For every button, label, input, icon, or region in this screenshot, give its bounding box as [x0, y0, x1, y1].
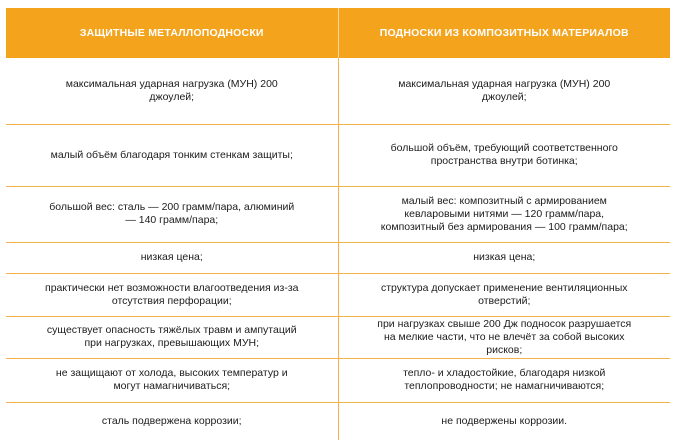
- cell-composite: максимальная ударная нагрузка (МУН) 200 джоулей;: [338, 58, 670, 124]
- cell-composite: тепло- и хладостойкие, благодаря низкой теплопроводности; не намагничиваются;: [338, 358, 670, 402]
- comparison-table-wrapper: [6, 8, 670, 440]
- cell-metal: сталь подвержена коррозии;: [6, 402, 338, 440]
- table-row: [6, 402, 670, 440]
- table-row: [6, 316, 670, 358]
- cell-composite: низкая цена;: [338, 242, 670, 273]
- table-row: [6, 358, 670, 402]
- comparison-table: [6, 8, 670, 440]
- cell-composite: структура допускает применение вентиляционных отверстий;: [338, 273, 670, 316]
- cell-metal: большой вес: сталь — 200 грамм/пара, алюминий — 140 грамм/пара;: [6, 186, 338, 242]
- cell-metal: практически нет возможности влагоотведения из-за отсутствия перфорации;: [6, 273, 338, 316]
- table-header-row: [6, 8, 670, 58]
- cell-metal: малый объём благодаря тонким стенкам защиты;: [6, 124, 338, 186]
- header-composite-toecaps: ПОДНОСКИ ИЗ КОМПОЗИТНЫХ МАТЕРИАЛОВ: [338, 8, 670, 58]
- table-row: [6, 58, 670, 124]
- cell-metal: не защищают от холода, высоких температур и могут намагничиваться;: [6, 358, 338, 402]
- cell-metal: низкая цена;: [6, 242, 338, 273]
- table-row: [6, 124, 670, 186]
- cell-metal: существует опасность тяжёлых травм и ампутаций при нагрузках, превышающих МУН;: [6, 316, 338, 358]
- header-metal-toecaps: ЗАЩИТНЫЕ МЕТАЛЛОПОДНОСКИ: [6, 8, 338, 58]
- cell-composite: малый вес: композитный с армированием кевларовыми нитями — 120 грамм/пара, композитный без армирования — 100 грамм/пара;: [338, 186, 670, 242]
- cell-composite: не подвержены коррозии.: [441, 414, 568, 427]
- table-row: [6, 186, 670, 242]
- table-row: [6, 273, 670, 316]
- cell-composite: при нагрузках свыше 200 Дж подносок разрушается на мелкие части, что не влечёт за собой высоких рисков;: [338, 316, 670, 358]
- table-row: [6, 242, 670, 273]
- cell-metal: максимальная ударная нагрузка (МУН) 200 джоулей;: [6, 58, 338, 124]
- cell-composite: большой объём, требующий соответственного пространства внутри ботинка;: [338, 124, 670, 186]
